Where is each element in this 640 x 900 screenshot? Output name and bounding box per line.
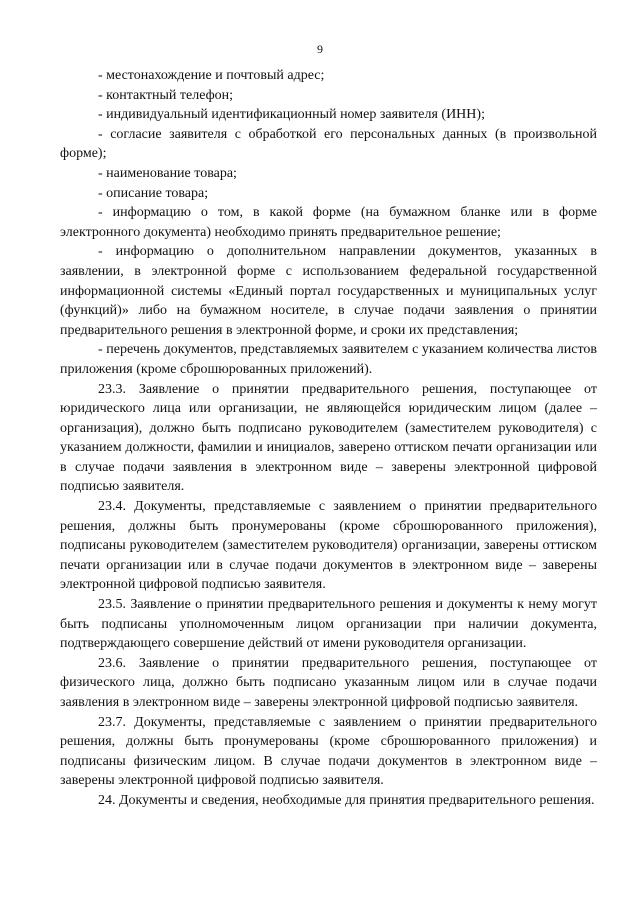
paragraph-inn: - индивидуальный идентификационный номер заявителя (ИНН);: [98, 107, 485, 123]
paragraph-additional-documents: - информацию о дополнительном направлении документов, указанных в заявлении, в электронной форме с использованием федеральной государственной информационной системы «Единый портал государственных и муниципальных услуг (функций)» либо на бумажном носителе, в случае подачи заявления о принятии предварительного решения в электронной форме, и сроки их представления;: [60, 244, 597, 338]
paragraph-23-6: 23.6. Заявление о принятии предварительного решения, поступающее от физического лица, должно быть подписано указанным лицом или в случае подачи заявления в электронном виде – заверены электронной цифровой подписью заявителя.: [60, 655, 597, 710]
paragraph-23-4: 23.4. Документы, представляемые с заявлением о принятии предварительного решения, должны быть пронумерованы (кроме сброшюрованного приложения), подписаны руководителем (заместителем руководителя) организации, заверены оттиском печати организации или в случае подачи документов в электронном виде – заверены электронной цифровой подписью заявителя.: [60, 499, 597, 593]
paragraph-23-7: 23.7. Документы, представляемые с заявлением о принятии предварительного решения, должны быть пронумерованы (кроме сброшюрованного приложения) и подписаны физическим лицом. В случае подачи документов в электронном виде – заверены электронной цифровой подписью заявителя.: [60, 714, 597, 789]
paragraph-contact-phone: - контактный телефон;: [98, 87, 234, 103]
paragraph-documents-list: - перечень документов, представляемых заявителем с указанием количества листов приложения (кроме сброшюрованных приложений).: [60, 342, 597, 377]
paragraph-goods-name: - наименование товара;: [98, 165, 237, 181]
document-body: [60, 66, 597, 811]
paragraph-24: 24. Документы и сведения, необходимые для принятия предварительного решения.: [98, 792, 595, 808]
paragraph-personal-data-consent: - согласие заявителя с обработкой его персональных данных (в произвольной форме);: [60, 126, 597, 162]
paragraph-23-3: 23.3. Заявление о принятии предварительного решения, поступающее от юридического лица или организации, не являющейся юридическим лицом (далее – организация), должно быть подписано руководителем (заместителем руководителя) с указанием должности, фамилии и инициалов, заверено оттиском печати организации или в случае подачи заявления в электронном виде – заверены электронной цифровой подписью заявителя.: [60, 381, 597, 495]
page-number: 9: [317, 42, 323, 56]
paragraph-23-5: 23.5. Заявление о принятии предварительного решения и документы к нему могут быть подписаны уполномоченным лицом организации при наличии документа, подтверждающего совершение действий от имени руководителя организации.: [60, 597, 597, 652]
paragraph-goods-description: - описание товара;: [98, 185, 209, 201]
paragraph-decision-form: - информацию о том, в какой форме (на бумажном бланке или в форме электронного документа) необходимо принять предварительное решение;: [60, 205, 597, 240]
paragraph-location-address: - местонахождение и почтовый адрес;: [98, 68, 325, 83]
